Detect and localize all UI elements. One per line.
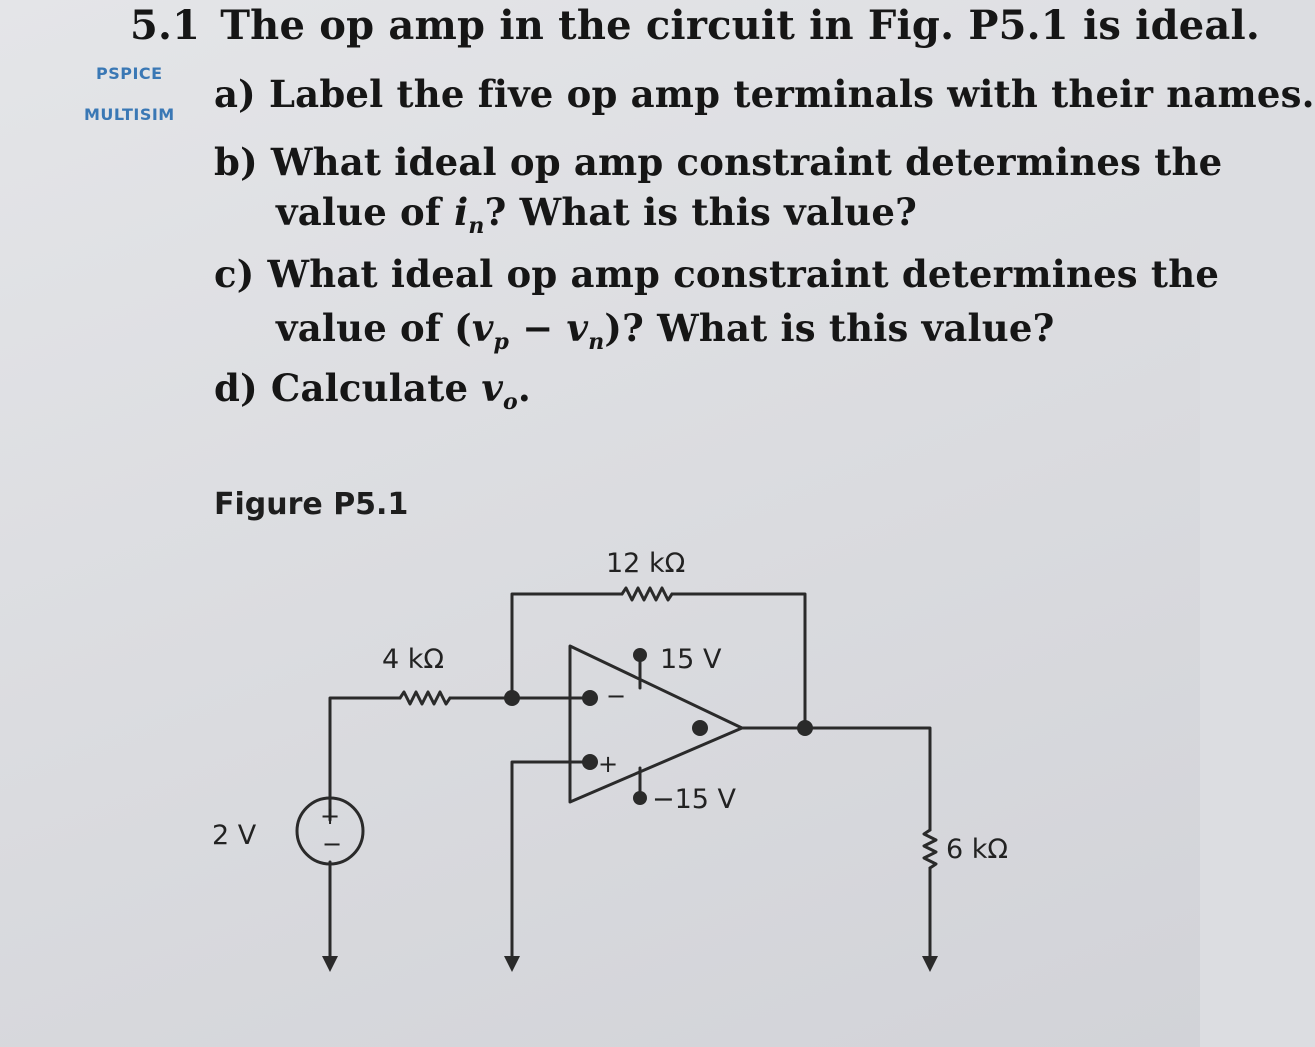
terminal-output [692, 720, 708, 736]
label-in-minus: − [606, 682, 627, 710]
var-vo-sub: o [503, 389, 518, 415]
minus-sign: − [509, 306, 567, 350]
var-i: i [454, 190, 469, 234]
wire-source-top [330, 698, 400, 820]
ground-arrow-load [922, 956, 938, 972]
wire-plus-input [512, 762, 590, 962]
var-i-sub: n [468, 213, 485, 239]
part-d-prefix: d) Calculate [214, 366, 482, 410]
terminal-plus [582, 754, 598, 770]
problem-number: 5.1 [130, 2, 201, 49]
label-15v: 15 V [660, 644, 722, 675]
part-c-prefix: value of ( [276, 306, 472, 350]
var-vn-sub: n [588, 329, 605, 355]
figure-title: Figure P5.1 [214, 487, 409, 522]
part-a: a) Label the five op amp terminals with their names. [214, 72, 1315, 116]
part-b-suffix: ? What is this value? [484, 190, 917, 234]
label-12k: 12 kΩ [606, 548, 686, 579]
resistor-4k [400, 692, 450, 704]
label-source-plus: + [320, 802, 341, 830]
node-inverting [504, 690, 520, 706]
var-vn: v [566, 306, 589, 350]
var-vo: v [481, 366, 504, 410]
label-4k: 4 kΩ [382, 644, 445, 675]
pspice-tag: PSPICE [96, 64, 163, 83]
terminal-minus [582, 690, 598, 706]
var-vp-sub: p [493, 329, 510, 355]
part-d-suffix: . [517, 366, 531, 410]
resistor-12k [622, 588, 672, 600]
resistor-6k [924, 830, 936, 868]
part-c-suffix: )? What is this value? [604, 306, 1055, 350]
label-in-plus: + [598, 750, 619, 778]
label-6k: 6 kΩ [946, 834, 1009, 865]
part-b-prefix: value of [276, 190, 455, 234]
ground-arrow-plus [504, 956, 520, 972]
node-output [797, 720, 813, 736]
part-b-line1: b) What ideal op amp constraint determines the [214, 140, 1223, 184]
label-neg15v: −15 V [652, 784, 737, 815]
label-source-minus: − [322, 830, 343, 858]
wire-output [742, 728, 930, 830]
terminal-vneg [633, 791, 647, 805]
part-c-line1: c) What ideal op amp constraint determines the [214, 252, 1220, 296]
problem-text: The op amp in the circuit in Fig. P5.1 is ideal. [220, 2, 1261, 49]
label-2v: 2 V [212, 820, 257, 851]
multisim-tag: MULTISIM [84, 105, 175, 124]
var-vp: v [471, 306, 494, 350]
terminal-vpos [633, 648, 647, 662]
ground-arrow-source [322, 956, 338, 972]
